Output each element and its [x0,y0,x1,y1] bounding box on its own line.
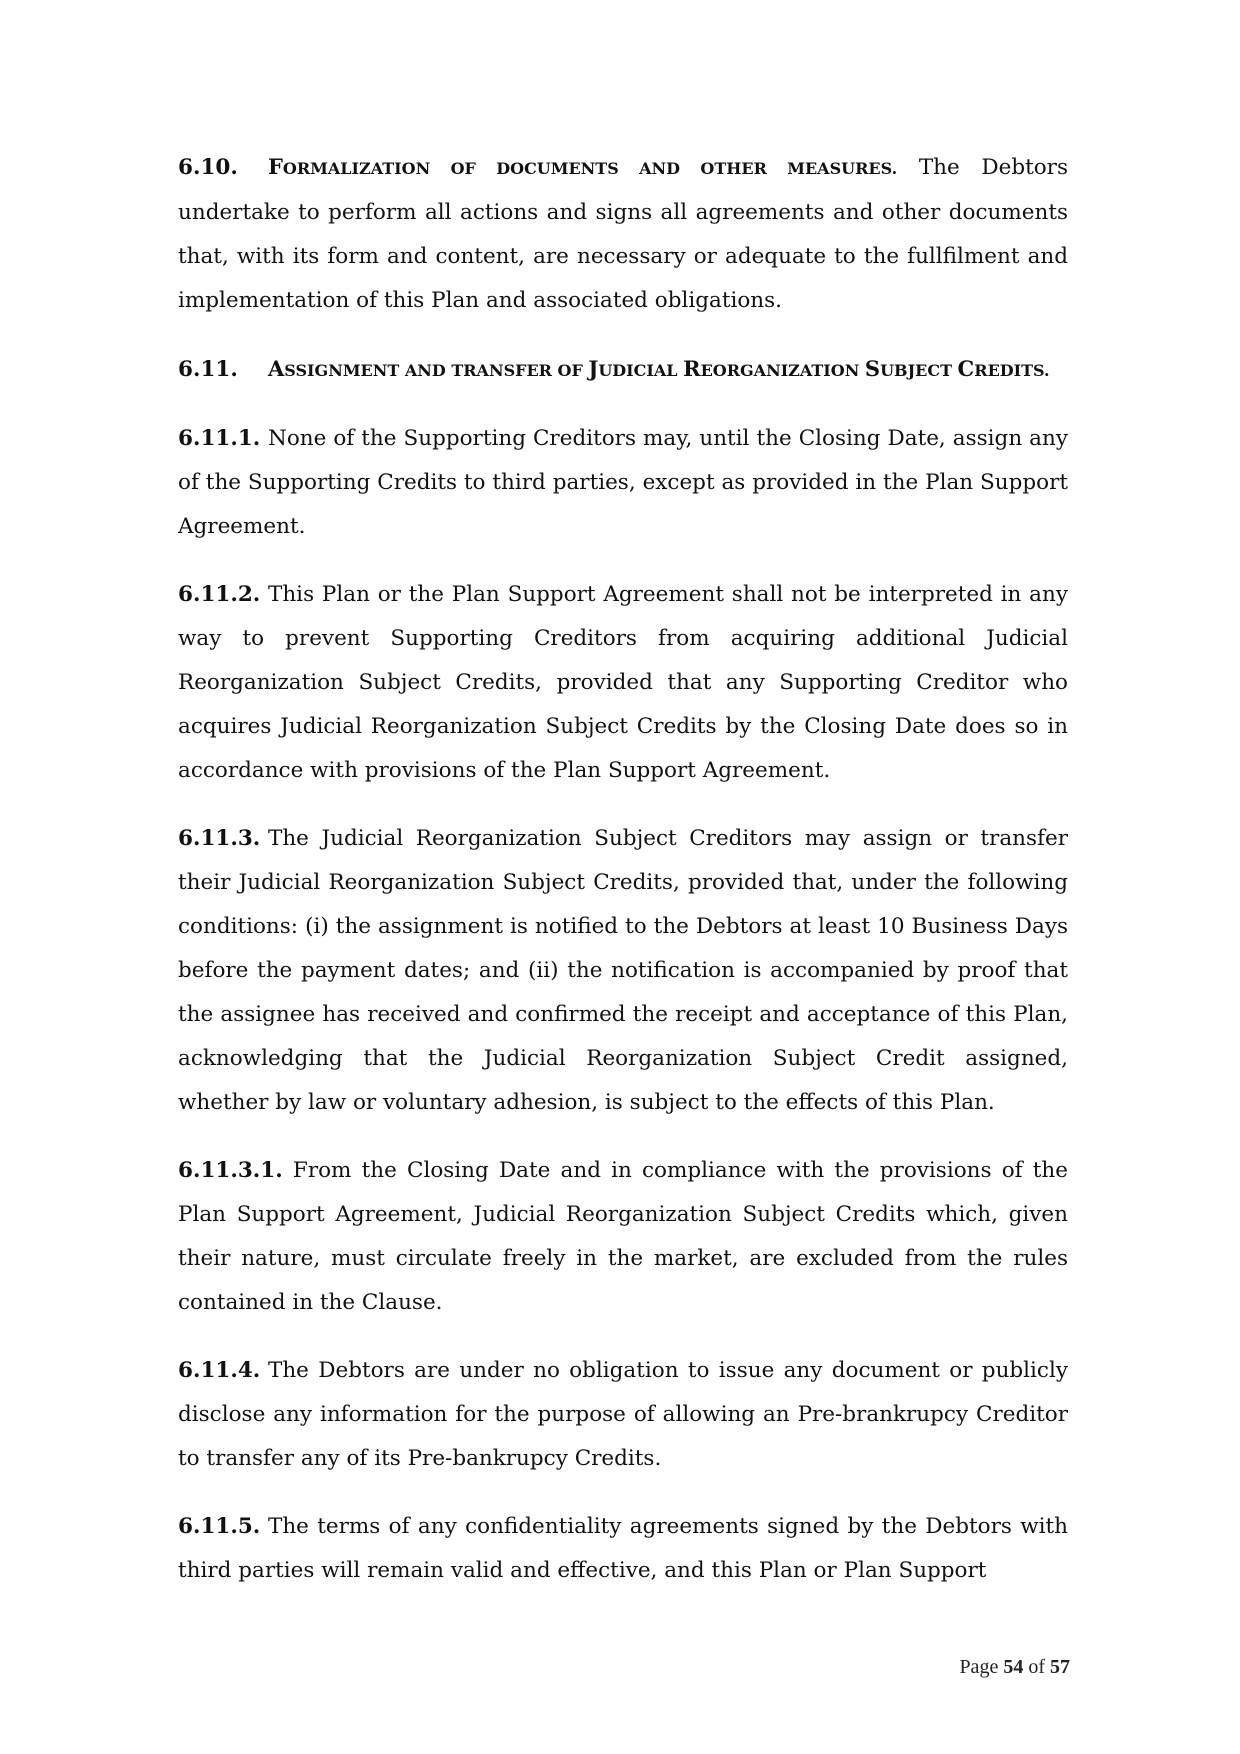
section-number: 6.11.4. [178,1358,261,1383]
section-number: 6.11.5. [178,1514,261,1539]
document-body [178,145,1068,1617]
section-text: The Debtors are under no obligation to issue any document or publicly disclose any information for the purpose of allowing an Pre-brankrupcy Creditor to transfer any of its Pre-bankrupcy Credits. [178,1358,1068,1471]
section-text: The Judicial Reorganization Subject Creditors may assign or transfer their Judicial Reorganization Subject Credits, provided that, under the following conditions: (i) the assignment is notified to the Debtors at least 10 Business Days before the payment dates; and (ii) the notification is accompanied by proof that the assignee has received and confirmed the receipt and acceptance of this Plan, acknowledging that the Judicial Reorganization Subject Credit assigned, whether by law or voluntary adhesion, is subject to the effects of this Plan. [178,826,1068,1115]
section-title: FORMALIZATION OF DOCUMENTS AND OTHER MEASURES. [268,154,898,179]
page-total: 57 [1050,1656,1070,1678]
section-title: ASSIGNMENT AND TRANSFER OF JUDICIAL REORGANIZATION SUBJECT CREDITS. [268,356,1050,381]
section-6-11-3-1 [178,1149,1068,1325]
page-number-footer [940,1656,1070,1679]
section-number: 6.11.1. [178,426,261,451]
section-6-11-heading [178,347,1068,393]
section-text: From the Closing Date and in compliance with the provisions of the Plan Support Agreement, Judicial Reorganization Subject Credits which, given their nature, must circulate freely in the market, are excluded from the rules contained in the Clause. [178,1158,1068,1315]
section-number: 6.11.2. [178,582,261,607]
section-6-11-3 [178,817,1068,1125]
section-text: None of the Supporting Creditors may, until the Closing Date, assign any of the Supporting Credits to third parties, except as provided in the Plan Support Agreement. [178,426,1068,539]
section-6-10 [178,145,1068,323]
section-6-11-5 [178,1505,1068,1593]
page-current: 54 [1003,1656,1024,1678]
section-text: The terms of any confidentiality agreements signed by the Debtors with third parties will remain valid and effective, and this Plan or Plan Support [178,1514,1068,1583]
section-6-11-1 [178,417,1068,549]
section-6-11-2 [178,573,1068,793]
section-6-11-4 [178,1349,1068,1481]
section-text: This Plan or the Plan Support Agreement shall not be interpreted in any way to prevent Supporting Creditors from acquiring additional Judicial Reorganization Subject Credits, provided that any Supporting Creditor who acquires Judicial Reorganization Subject Credits by the Closing Date does so in accordance with provisions of the Plan Support Agreement. [178,582,1068,783]
section-number: 6.11.3.1. [178,1158,283,1183]
section-number: 6.11. [178,357,238,382]
of-word: of [1028,1656,1045,1678]
page-word: Page [959,1656,999,1678]
section-text: The Debtors undertake to perform all actions and signs all agreements and other documents that, with its form and content, are necessary or adequate to the fullfilment and implementation of this Plan and associated obligations. [178,155,1068,313]
section-number: 6.10. [178,155,238,180]
section-number: 6.11.3. [178,826,261,851]
